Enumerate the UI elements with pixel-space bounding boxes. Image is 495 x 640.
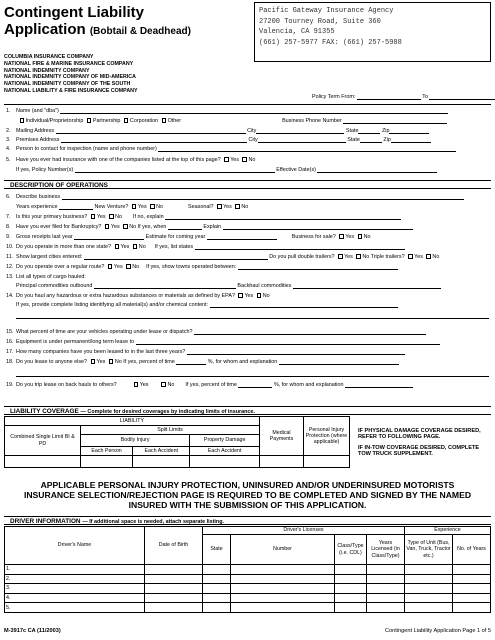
medical-payments-header: Medical Payments [260, 417, 304, 456]
q16-field[interactable] [136, 339, 440, 345]
corporation-checkbox[interactable] [124, 118, 129, 123]
states-field[interactable] [195, 244, 405, 250]
yes-label: Yes [110, 224, 120, 230]
q-number: 4. [6, 146, 11, 152]
state-label: State [345, 128, 359, 134]
name-label: Name (and "dba") [16, 108, 59, 114]
liability-section-header [4, 406, 491, 415]
effective-date-field[interactable] [317, 167, 437, 173]
company-name: NATIONAL LIABILITY & FIRE INSURANCE COMPANY [4, 87, 138, 94]
q-number: 14. [6, 293, 14, 299]
for-sale-yes-checkbox[interactable] [339, 234, 344, 239]
company-name: NATIONAL FIRE & MARINE INSURANCE COMPANY [4, 60, 134, 67]
q5-row [6, 157, 489, 163]
zip-label: Zip [383, 137, 391, 143]
in-tow-note: IF IN-TOW COVERAGE DESIRED, COMPLETE TOW TRUCK SUPPLEMENT. [358, 444, 480, 458]
explain-label: Explain [203, 224, 222, 230]
coverage-table [4, 416, 350, 468]
years-exp-field[interactable] [59, 204, 93, 210]
city-label: City [248, 137, 258, 143]
q7-explain-field[interactable] [165, 214, 401, 220]
principal-field[interactable] [94, 283, 236, 289]
q16-row [6, 339, 489, 345]
no-label: No [262, 293, 270, 299]
years-licensed-field[interactable] [367, 565, 405, 575]
name-field[interactable] [60, 108, 448, 114]
q-number: 15. [6, 329, 14, 335]
each-person-field[interactable] [81, 456, 133, 468]
liability-col-header: LIABILITY [5, 417, 260, 426]
no-label: No [362, 254, 370, 260]
city-field[interactable] [256, 128, 344, 134]
years-licensed-field[interactable] [367, 593, 405, 603]
q19-row [6, 382, 489, 388]
q10-row [6, 244, 489, 250]
q16-label: Equipment is under permanent/long term lease to [16, 339, 135, 345]
q-number: 19. [6, 382, 14, 388]
no-label: No [167, 382, 175, 388]
q-number: 6. [6, 194, 11, 200]
table-row [5, 565, 491, 575]
state-field[interactable] [203, 593, 231, 603]
q2-row [6, 128, 489, 134]
q-number: 5. [6, 157, 11, 163]
zip-field[interactable] [391, 137, 431, 143]
q19-explain-field[interactable] [345, 382, 413, 388]
q10-label: Do you operate in more than one state? [16, 244, 111, 250]
number-field[interactable] [231, 565, 335, 575]
zip-field[interactable] [389, 128, 429, 134]
materials-field[interactable] [210, 302, 398, 308]
liability-title: LIABILITY COVERAGE [10, 408, 79, 415]
q-number: 9. [6, 234, 11, 240]
class-field[interactable] [335, 603, 367, 613]
no-years-field[interactable] [453, 603, 491, 613]
q-number: 16. [6, 339, 14, 345]
number-header: Number [231, 535, 335, 565]
company-name: NATIONAL INDEMNITY COMPANY [4, 67, 90, 74]
q13-row [6, 274, 489, 280]
q10-yes-checkbox[interactable] [115, 244, 120, 249]
state-field[interactable] [203, 565, 231, 575]
years-licensed-header: Years Licensed (in Class/Type) [367, 535, 405, 565]
dob-field[interactable] [145, 584, 203, 594]
q14-sub-row [6, 302, 489, 308]
q-number: 12. [6, 264, 14, 270]
form-number: M-3917c CA (11/2003) [4, 628, 61, 634]
if-yes-when-label: If yes, when [137, 224, 167, 230]
q-number: 17. [6, 349, 14, 355]
q-number: 7. [6, 214, 11, 220]
premises-field[interactable] [61, 137, 247, 143]
mailing-label: Mailing Address [16, 128, 55, 134]
driver-name-header: Driver's Name [5, 527, 145, 565]
driver-name-field[interactable]: 2. [5, 574, 145, 584]
yes-label: Yes [345, 234, 355, 240]
q8-explain-field[interactable] [223, 224, 413, 230]
individual-checkbox[interactable] [20, 118, 25, 123]
agency-line: (661) 257-5977 FAX: (661) 257-5988 [259, 38, 402, 47]
q18-pct-field[interactable] [176, 359, 206, 365]
triple-trailers-label: Triple trailers? [370, 254, 405, 260]
state-field[interactable] [203, 584, 231, 594]
q19-label: Do you trip lease on back hauls to others? [16, 382, 117, 388]
driver-name-field[interactable]: 1. [5, 565, 145, 575]
pct-time-label: If yes, percent of time [185, 382, 237, 388]
individual-label: Individual/Proprietorship [25, 118, 84, 124]
class-field[interactable] [335, 565, 367, 575]
yes-label: Yes [230, 157, 239, 163]
divider [4, 104, 491, 105]
no-label: No [129, 224, 137, 230]
company-name: COLUMBIA INSURANCE COMPANY [4, 54, 94, 60]
double-no-checkbox[interactable] [356, 254, 361, 259]
q-number: 10. [6, 244, 14, 250]
q11-label: Show largest cities entered: [16, 254, 83, 260]
q6-row [6, 194, 489, 200]
state-header: State [203, 535, 231, 565]
q8-when-field[interactable] [168, 224, 202, 230]
blank-line [16, 318, 489, 319]
q-number: 3. [6, 137, 11, 143]
operations-section-header [4, 180, 491, 189]
policy-term-row [312, 94, 489, 100]
policy-term-from-label: Policy Term From: [312, 94, 356, 100]
q7-row [6, 214, 489, 220]
other-checkbox[interactable] [162, 118, 167, 123]
seasonal-no-checkbox[interactable] [235, 204, 240, 209]
q-number: 18. [6, 359, 14, 365]
double-trailers-label: Do you pull double trailers? [269, 254, 335, 260]
policy-term-to-label: To [422, 94, 428, 100]
q12-no-checkbox[interactable] [126, 264, 131, 269]
type-unit-field[interactable] [405, 565, 453, 575]
for-whom-label: %, for whom and explanation [273, 382, 344, 388]
agency-line: Pacific Gateway Insurance Agency [259, 7, 394, 15]
contact-label: Person to contact for inspection (name and phone number) [16, 146, 157, 152]
operations-title: DESCRIPTION OF OPERATIONS [10, 182, 108, 189]
policy-number-field[interactable] [75, 167, 275, 173]
class-header: Class/Type (i.e. CDL) [335, 535, 367, 565]
driver-name-field[interactable]: 3. [5, 584, 145, 594]
q13-label: List all types of cargo hauled: [16, 274, 86, 280]
q14-row [6, 293, 489, 299]
years-licensed-field[interactable] [367, 584, 405, 594]
seasonal-yes-checkbox[interactable] [217, 204, 222, 209]
property-damage-header: Property Damage [190, 435, 260, 447]
q5-policy-row [6, 167, 489, 173]
triple-no-checkbox[interactable] [426, 254, 431, 259]
new-venture-no-checkbox[interactable] [150, 204, 155, 209]
type-unit-field[interactable] [405, 574, 453, 584]
q18-label: Do you lease to anyone else? [16, 359, 88, 365]
table-row [5, 593, 491, 603]
q19-pct-field[interactable] [238, 382, 272, 388]
q12-yes-checkbox[interactable] [108, 264, 113, 269]
number-field[interactable] [231, 584, 335, 594]
q-number: 1. [6, 108, 11, 114]
q11-row [6, 254, 489, 260]
state-field[interactable] [358, 128, 380, 134]
type-unit-field[interactable] [405, 593, 453, 603]
q19-yes-checkbox[interactable] [134, 382, 139, 387]
yes-label: Yes [244, 293, 254, 299]
q8-label: Have you ever filed for Bankruptcy? [16, 224, 102, 230]
no-label: No [241, 204, 249, 210]
business-phone-label: Business Phone Number [282, 118, 342, 124]
new-venture-label: New Venture? [94, 204, 129, 210]
q7-no-checkbox[interactable] [109, 214, 114, 219]
q14-no-checkbox[interactable] [257, 293, 262, 298]
liability-note: — Complete for desired coverages by indicating limits of insurance. [80, 409, 255, 415]
no-label: No [138, 244, 146, 250]
q19-no-checkbox[interactable] [161, 382, 166, 387]
city-label: City [247, 128, 257, 134]
table-row [5, 584, 491, 594]
q15-label: What percent of time are your vehicles operating under lease or dispatch? [16, 329, 193, 335]
table-row [5, 603, 491, 613]
combined-limit-field[interactable] [5, 456, 81, 468]
type-unit-field[interactable] [405, 584, 453, 594]
dob-field[interactable] [145, 603, 203, 613]
form-title: Contingent Liability [4, 4, 144, 21]
pip-notice: APPLICABLE PERSONAL INJURY PROTECTION, UNINSURED AND/OR UNDERINSURED MOTORISTS INSURANCE SELECTION/REJECTION PAGE IS REQUIRED TO BE COMPLETED AND SIGNED BY THE NAMED INSURED WITH THE SUBMISSION OF THIS APPLICATION. [23, 480, 472, 510]
partnership-checkbox[interactable] [87, 118, 92, 123]
each-accident-field[interactable] [133, 456, 190, 468]
q18-explain-field[interactable] [279, 359, 399, 365]
backhaul-label: Backhaul commodities [237, 283, 292, 289]
q7-label: Is this your primary business? [16, 214, 88, 220]
q8-row [6, 224, 489, 230]
towns-field[interactable] [238, 264, 398, 270]
estimate-label: Estimate for coming year [145, 234, 206, 240]
yes-label: Yes [120, 244, 130, 250]
q18-no-checkbox[interactable] [109, 359, 114, 364]
state-label: State [347, 137, 360, 143]
agency-box [254, 2, 491, 62]
medical-payments-field[interactable] [260, 456, 304, 468]
blank-line [16, 376, 489, 377]
driver-note: — If additional space is needed, attach separate listing. [82, 519, 225, 525]
pip-field[interactable] [304, 456, 350, 468]
q4-row [6, 146, 489, 152]
number-field[interactable] [231, 593, 335, 603]
commodities-row [6, 283, 489, 289]
list-states-label: If yes, list states [154, 244, 194, 250]
policy-term-from-field[interactable] [357, 94, 421, 100]
describe-business-field[interactable] [62, 194, 464, 200]
driver-section-header [4, 516, 491, 525]
type-unit-field[interactable] [405, 603, 453, 613]
yes-label: Yes [96, 214, 106, 220]
for-sale-no-checkbox[interactable] [358, 234, 363, 239]
q1-row [6, 108, 489, 114]
q8-yes-checkbox[interactable] [105, 224, 110, 229]
entity-type-row [6, 118, 489, 124]
q17-label: How many companies have you been leased to in the last three years? [16, 349, 186, 355]
q12-label: Do you operate over a regular route? [16, 264, 105, 270]
state-field[interactable] [203, 574, 231, 584]
years-exp-row [6, 204, 489, 210]
q12-row [6, 264, 489, 270]
yes-label: Yes [137, 204, 147, 210]
dob-field[interactable] [145, 565, 203, 575]
gross-receipts-field[interactable] [74, 234, 144, 240]
yes-label: Yes [113, 264, 123, 270]
class-field[interactable] [335, 593, 367, 603]
number-field[interactable] [231, 574, 335, 584]
q-number: 11. [6, 254, 14, 260]
zip-label: Zip [381, 128, 390, 134]
q5-label: Have you ever had insurance with one of the companies listed at the top of this page? [16, 157, 221, 163]
q-number: 8. [6, 224, 11, 230]
q15-row [6, 329, 489, 335]
form-title-line2 [4, 21, 191, 38]
for-sale-label: Business for sale? [291, 234, 336, 240]
principal-label: Principal commodities outbound [16, 283, 93, 289]
no-label: No [114, 359, 122, 365]
driver-name-field[interactable]: 5. [5, 603, 145, 613]
no-label: No [363, 234, 371, 240]
q17-row [6, 349, 489, 355]
company-list [4, 54, 138, 95]
each-accident-header: Each Accident [190, 447, 260, 456]
split-limits-header: Split Limits [81, 426, 260, 435]
liability-title-wrap [10, 408, 255, 415]
q9-row [6, 234, 489, 240]
q7-yes-checkbox[interactable] [91, 214, 96, 219]
no-label: No [115, 214, 123, 220]
each-person-header: Each Person [81, 447, 133, 456]
driver-name-field[interactable]: 4. [5, 593, 145, 603]
yes-label: Yes [139, 382, 149, 388]
driver-table [4, 526, 491, 613]
dob-field[interactable] [145, 593, 203, 603]
property-damage-field[interactable] [190, 456, 260, 468]
q9-label: Gross receipts last year [16, 234, 73, 240]
coverage-notes [358, 428, 490, 458]
for-whom-label: %, for whom and explanation [207, 359, 278, 365]
q3-row [6, 137, 489, 143]
q-number: 2. [6, 128, 11, 134]
no-years-field[interactable] [453, 584, 491, 594]
no-label: No [156, 204, 164, 210]
no-years-header: No. of Years [453, 535, 491, 565]
q-number: 13. [6, 274, 14, 280]
no-label: No [132, 264, 140, 270]
company-name: NATIONAL INDEMNITY COMPANY OF THE SOUTH [4, 81, 131, 88]
no-years-field[interactable] [453, 565, 491, 575]
driver-title: DRIVER INFORMATION [10, 518, 81, 525]
q6-label: Describe business [16, 194, 61, 200]
yes-label: Yes [414, 254, 423, 260]
partnership-label: Partnership [92, 118, 121, 124]
state-field[interactable] [360, 137, 382, 143]
effective-date-label: Effective Date(s) [276, 167, 316, 173]
double-yes-checkbox[interactable] [338, 254, 343, 259]
each-accident-header: Each Accident [133, 447, 190, 456]
state-field[interactable] [203, 603, 231, 613]
no-years-field[interactable] [453, 593, 491, 603]
triple-yes-checkbox[interactable] [408, 254, 413, 259]
yes-label: Yes [344, 254, 353, 260]
years-exp-label: Years experience [16, 204, 58, 210]
premises-label: Premises Address [16, 137, 60, 143]
bodily-injury-header: Bodily Injury [81, 435, 190, 447]
agency-line: Valencia, CA 91355 [259, 28, 335, 36]
q18-row [6, 359, 489, 365]
new-venture-yes-checkbox[interactable] [132, 204, 137, 209]
years-licensed-field[interactable] [367, 574, 405, 584]
class-field[interactable] [335, 584, 367, 594]
q14-sub-label: If yes, provide complete listing identifying all material(s) and/or chemical content: [16, 302, 209, 308]
if-no-explain-label: If no, explain [133, 214, 164, 220]
physical-damage-note: IF PHYSICAL DAMAGE COVERAGE DESIRED, REFER TO FOLLOWING PAGE. [358, 428, 481, 441]
corporation-label: Corporation [129, 118, 159, 124]
mailing-field[interactable] [56, 128, 246, 134]
q10-no-checkbox[interactable] [133, 244, 138, 249]
other-label: Other [167, 118, 182, 124]
contact-field[interactable] [158, 146, 456, 152]
policy-term-to-field[interactable] [429, 94, 495, 100]
q18-yes-checkbox[interactable] [91, 359, 96, 364]
q5-yes-checkbox[interactable] [224, 157, 229, 162]
backhaul-field[interactable] [293, 283, 441, 289]
page-number: Contingent Liability Application Page 1 of 5 [384, 628, 491, 634]
combined-limit-header: Combined Single Limit BI & PD [5, 426, 81, 456]
table-row [5, 574, 491, 584]
number-field[interactable] [231, 603, 335, 613]
class-field[interactable] [335, 574, 367, 584]
no-label: No [248, 157, 256, 163]
yes-label: Yes [96, 359, 106, 365]
form-subtitle: (Bobtail & Deadhead) [89, 26, 191, 37]
experience-header: Experience [405, 527, 491, 535]
driver-title-wrap [10, 518, 224, 525]
q17-field[interactable] [187, 349, 405, 355]
estimate-field[interactable] [207, 234, 277, 240]
q14-label: Do you haul any hazardous or extra hazardous substances or materials as defined by EPA? [16, 293, 235, 299]
q15-field[interactable] [194, 329, 426, 335]
form-title-main: Application [4, 21, 86, 38]
policy-number-label: If yes, Policy Number(s) [16, 167, 74, 173]
no-label: No [432, 254, 440, 260]
dob-header: Date of Birth [145, 527, 203, 565]
pct-time-label: If yes, percent of time [123, 359, 175, 365]
licenses-header: Driver's Licenses [203, 527, 405, 535]
business-phone-field[interactable] [343, 118, 447, 124]
city-field[interactable] [258, 137, 346, 143]
q8-no-checkbox[interactable] [123, 224, 128, 229]
q5-no-checkbox[interactable] [242, 157, 247, 162]
pip-header: Personal Injury Protection (where applicable) [304, 417, 350, 456]
company-name: NATIONAL INDEMNITY COMPANY OF MID-AMERICA [4, 74, 136, 81]
agency-line: 27200 Tourney Road, Suite 360 [259, 17, 381, 26]
seasonal-label: Seasonal? [188, 204, 214, 210]
no-years-field[interactable] [453, 574, 491, 584]
dob-field[interactable] [145, 574, 203, 584]
cities-field[interactable] [84, 254, 268, 260]
yes-label: Yes [223, 204, 232, 210]
type-unit-header: Type of Unit (Bus, Van, Truck, Tractor etc.) [405, 535, 453, 565]
q14-yes-checkbox[interactable] [238, 293, 243, 298]
years-licensed-field[interactable] [367, 603, 405, 613]
towns-label: If yes, show towns operated between: [146, 264, 237, 270]
